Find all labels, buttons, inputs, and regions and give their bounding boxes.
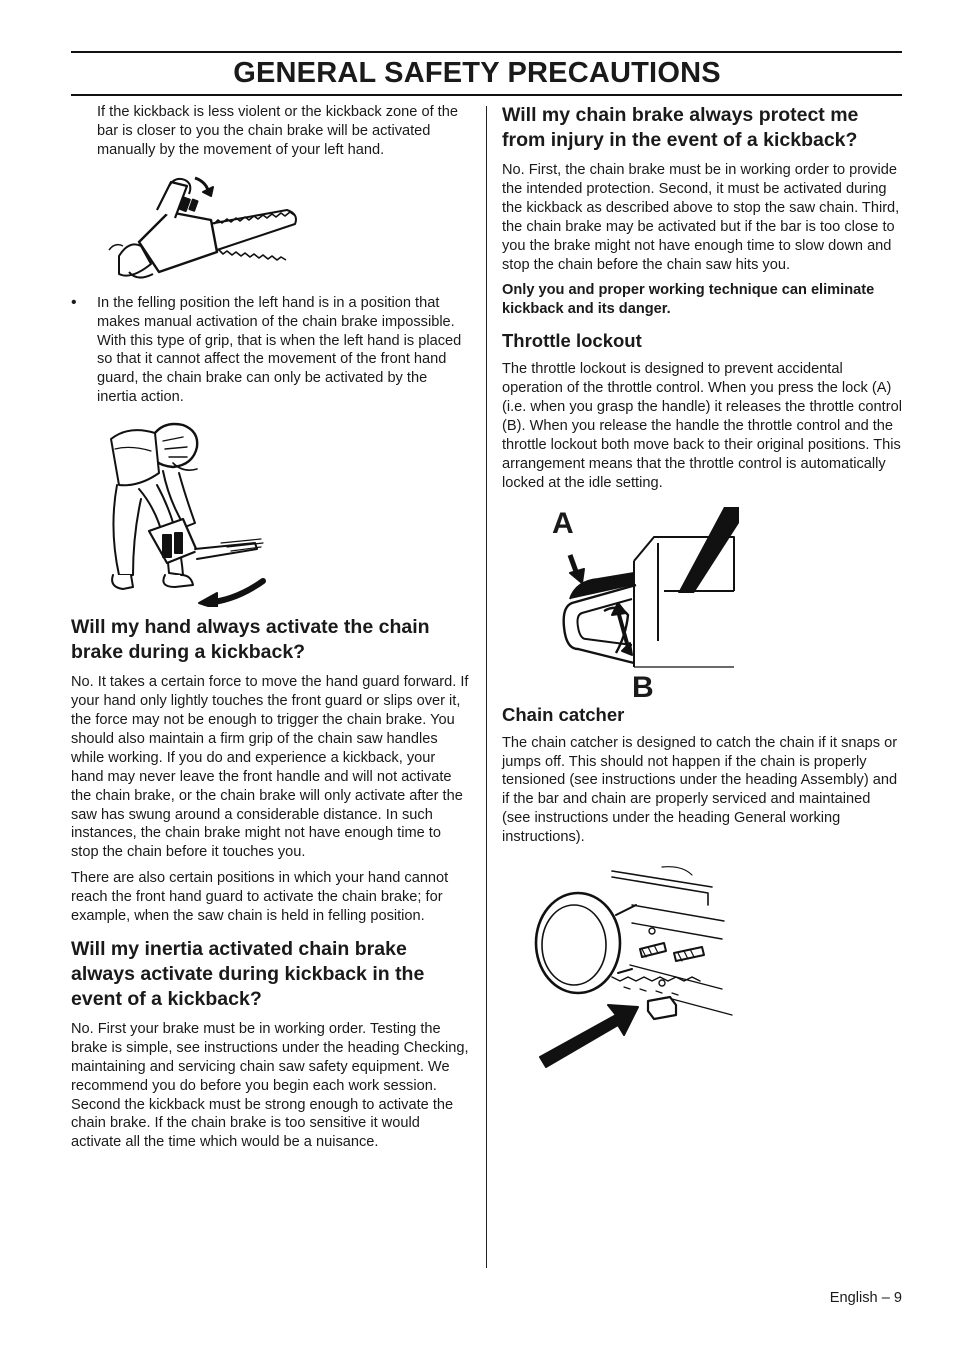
- right-column: [502, 103, 902, 1069]
- chain-catcher-icon: [512, 865, 742, 1069]
- intro-paragraph: If the kickback is less violent or the kickback zone of the bar is closer to you the chain brake will be activated manually by the movement of your left hand.: [97, 104, 458, 158]
- label-b: B: [632, 670, 654, 704]
- throttle-illustration: [534, 507, 774, 703]
- heading-hand-activation: Will my hand always activate the chain brake during a kickback?: [71, 616, 430, 664]
- protect-bold-note: Only you and proper working technique can eliminate kickback and its danger.: [502, 282, 875, 318]
- header-rule-top: [71, 51, 902, 53]
- page-title: GENERAL SAFETY PRECAUTIONS: [233, 57, 721, 89]
- bullet-marker: •: [71, 293, 77, 311]
- felling-illustration: [103, 419, 469, 607]
- hand-paragraph-1: No. It takes a certain force to move the hand guard forward. If your hand only lightly touches the front guard or slips over it, the force may not be enough to trigger the chain brake. You should also maintain a firm grip of the chain saw handles while working. If you do and experience a kickback, your hand may never leave the front handle and will not activate the chain brake, or the chain brake will only activate after the saw has swung around a considerable distance. In such instances, the chain brake might not have enough time to stop the chain before it touches you.: [71, 674, 469, 861]
- chainsaw-hand-brake-icon: [99, 172, 329, 288]
- bullet-paragraph: In the felling position the left hand is in a position that makes manual activation of the chain brake impossible. With this type of grip, that is when the left hand is placed so that it cannot affect the movement of the front hand guard, the chain brake can only be activated by the inertia action.: [97, 294, 462, 406]
- heading-throttle-lockout: Throttle lockout: [502, 330, 642, 352]
- hand-brake-illustration: [99, 172, 469, 288]
- label-a: A: [552, 506, 574, 540]
- column-divider: [486, 106, 487, 1268]
- catcher-paragraph: The chain catcher is designed to catch the chain if it snaps or jumps off. This should not happen if the chain is properly tensioned (see instructions under the heading Assembly) and if the bar and chain are properly serviced and maintained (see instructions under the heading General working instructions).: [502, 734, 898, 846]
- throttle-paragraph: The throttle lockout is designed to prevent accidental operation of the throttle control. When you press the lock (A) (i.e. when you grasp the handle) it releases the throttle control (B). When you release the handle the throttle control and the throttle lockout both move back to their original positions. This arrangement means that the throttle control is automatically locked at the idle setting.: [502, 361, 902, 491]
- inertia-paragraph: No. First your brake must be in working order. Testing the brake is simple, see instructions under the heading Checking, maintaining and servicing chain saw safety equipment. We recommend you do before you begin each work session. Second the kickback must be strong enough to activate the chain brake. If the chain brake is too sensitive it would activate all the time which would be a nuisance.: [71, 1020, 469, 1151]
- heading-inertia-brake: Will my inertia activated chain brake always activate during kickback in the event of a kickback?: [71, 937, 425, 1010]
- catcher-illustration: [512, 865, 902, 1069]
- person-felling-icon: [103, 419, 278, 607]
- left-column: [71, 103, 469, 1152]
- heading-chain-catcher: Chain catcher: [502, 703, 625, 725]
- protect-paragraph: No. First, the chain brake must be in working order to provide the intended protection. Second, it must be activated during the kickback as described above to stop the saw chain. Third, the chain brake may be activated but if the bar is too close to you the brake might not have enough time to slow down and stop the chain before the chain saw hits you.: [502, 162, 900, 273]
- heading-brake-protect: Will my chain brake always protect me from injury in the event of a kickback?: [502, 104, 859, 151]
- header-rule-bottom: [71, 94, 902, 96]
- felling-bullet: [71, 294, 469, 407]
- hand-paragraph-2: There are also certain positions in which your hand cannot reach the front hand guard to activate the chain brake; for example, when the saw chain is held in felling position.: [71, 870, 449, 925]
- page-footer: English – 9: [829, 1290, 902, 1306]
